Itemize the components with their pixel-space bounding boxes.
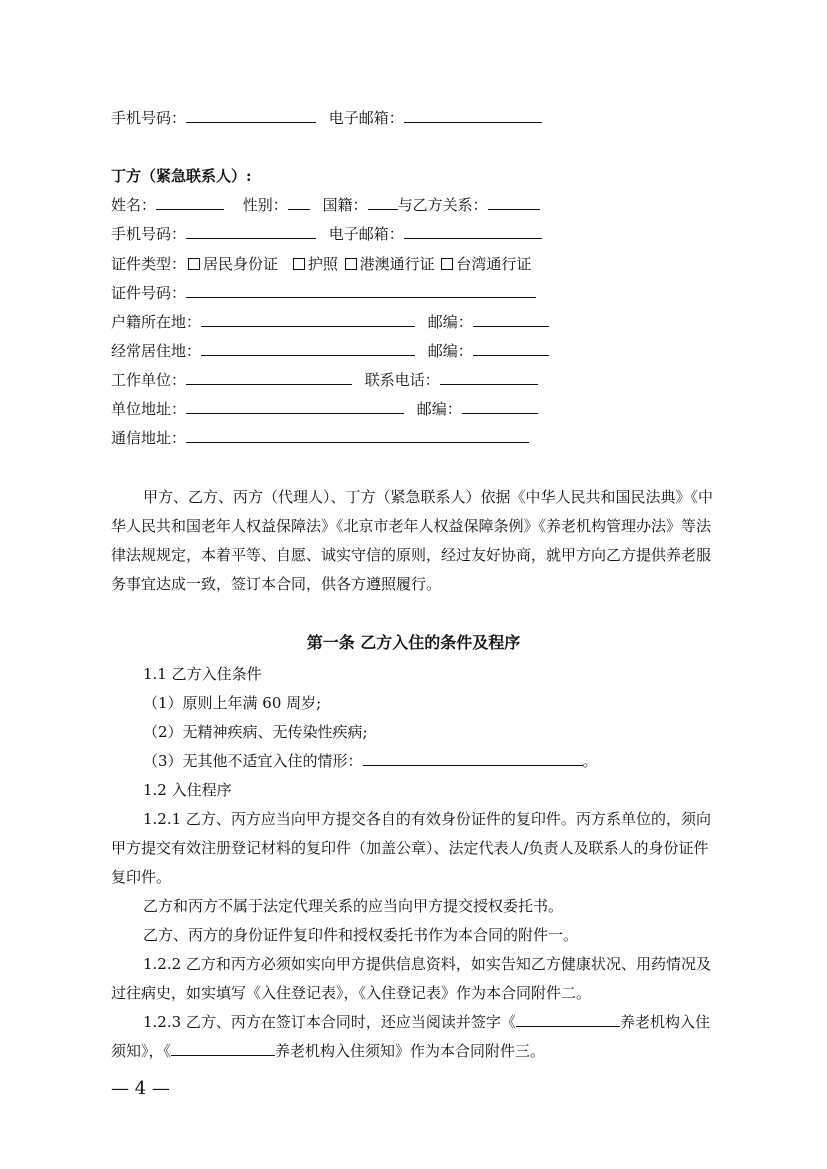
name-field[interactable]: [156, 195, 224, 210]
p121-line-1: 1.2.1 乙方、丙方应当向甲方提交各自的有效身份证件的复印件。丙方系单位的，须向: [143, 810, 711, 828]
unit-address-line: [111, 399, 538, 419]
hukou-line: [111, 312, 549, 332]
p123-text: 养老机构入住: [619, 1013, 710, 1031]
condition-3-end: 。: [582, 752, 598, 770]
intro-line-2: 华人民共和国老年人权益保障法》《北京市老年人权益保障条例》《养老机构管理办法》等法: [111, 517, 712, 535]
postcode-label: 邮编：: [427, 313, 473, 331]
residence-label: 经常居住地：: [111, 342, 202, 360]
party-d-heading: 丁方（紧急联系人）:: [111, 167, 252, 185]
d-phone-field[interactable]: [186, 224, 316, 239]
unit-address-field[interactable]: [186, 399, 404, 414]
party-d-contact-line: [111, 224, 542, 244]
p121-line-3: 复印件。: [111, 868, 172, 886]
article-title: 第一条 乙方入住的条件及程序: [306, 633, 521, 652]
email-field[interactable]: [404, 108, 542, 123]
phone-field[interactable]: [186, 108, 316, 123]
institution-name-field-1[interactable]: [516, 1012, 620, 1027]
mail-address-field[interactable]: [186, 428, 529, 443]
relation-field[interactable]: [488, 195, 540, 210]
id-option-label: 港澳通行证: [359, 255, 435, 273]
section-1-1: 1.1 乙方入住条件: [143, 665, 262, 683]
checkbox-hk-macau[interactable]: [345, 258, 357, 270]
phone-label: 手机号码：: [111, 109, 187, 127]
residence-field[interactable]: [201, 341, 415, 356]
p123-text: 养老机构入住须知》作为本合同附件三。: [275, 1042, 546, 1060]
checkbox-id-card[interactable]: [188, 258, 200, 270]
email-label: 电子邮箱：: [328, 109, 404, 127]
work-unit-field[interactable]: [186, 370, 352, 385]
section-1-2: 1.2 入住程序: [143, 781, 232, 799]
id-type-label: 证件类型：: [111, 255, 187, 273]
unit-address-label: 单位地址：: [111, 400, 187, 418]
nationality-label: 国籍：: [322, 196, 368, 214]
condition-1: （1）原则上年满 60 周岁;: [143, 694, 322, 712]
postcode-label: 邮编：: [427, 342, 473, 360]
hukou-postcode-field[interactable]: [473, 312, 549, 327]
p123-line-2: [111, 1041, 545, 1061]
id-number-line: [111, 283, 536, 303]
residence-line: [111, 341, 549, 361]
p121-line-2: 甲方提交有效注册登记材料的复印件（加盖公章）、法定代表人/负责人及联系人的身份证件: [111, 839, 709, 857]
intro-line-3: 律法规规定，本着平等、自愿、诚实守信的原则，经过友好协商，就甲方向乙方提供养老服: [111, 546, 712, 564]
auth-paragraph: 乙方和丙方不属于法定代理关系的应当向甲方提交授权委托书。: [143, 897, 564, 915]
contact-phone-field[interactable]: [440, 370, 538, 385]
p122-line-2: 过往病史，如实填写《入住登记表》，《入住登记表》作为本合同附件二。: [111, 984, 592, 1002]
party-d-name-line: [111, 195, 540, 215]
mail-address-line: [111, 428, 529, 448]
gender-field[interactable]: [288, 195, 310, 210]
checkbox-taiwan[interactable]: [441, 258, 453, 270]
top-contact-line: [111, 108, 542, 128]
p123-line-1: [143, 1012, 710, 1032]
work-unit-line: [111, 370, 538, 390]
p123-text: 1.2.3 乙方、丙方在签订本合同时，还应当阅读并签字《: [143, 1013, 516, 1031]
page-number: — 4 —: [111, 1078, 170, 1099]
gender-label: 性别：: [242, 196, 288, 214]
mail-address-label: 通信地址：: [111, 429, 187, 447]
contact-phone-label: 联系电话：: [364, 371, 440, 389]
intro-line-4: 务事宜达成一致，签订本合同，供各方遵照履行。: [111, 575, 442, 593]
condition-3: [143, 751, 598, 771]
other-conditions-field[interactable]: [363, 751, 583, 766]
id-number-label: 证件号码：: [111, 284, 187, 302]
postcode-label: 邮编：: [416, 400, 462, 418]
hukou-field[interactable]: [201, 312, 415, 327]
nationality-field[interactable]: [368, 195, 398, 210]
condition-3-label: （3）无其他不适宜入住的情形：: [143, 752, 363, 770]
id-option-label: 台湾通行证: [456, 255, 532, 273]
residence-postcode-field[interactable]: [473, 341, 549, 356]
id-number-field[interactable]: [186, 283, 536, 298]
d-email-label: 电子邮箱：: [328, 225, 404, 243]
id-option-label: 护照: [307, 255, 338, 273]
p123-text: 须知》，《: [111, 1042, 172, 1060]
id-option-label: 居民身份证: [203, 255, 279, 273]
d-email-field[interactable]: [404, 224, 542, 239]
condition-2: （2）无精神疾病、无传染性疾病;: [143, 723, 368, 741]
d-phone-label: 手机号码：: [111, 225, 187, 243]
annex1-paragraph: 乙方、丙方的身份证件复印件和授权委托书作为本合同的附件一。: [143, 926, 579, 944]
p122-line-1: 1.2.2 乙方和丙方必须如实向甲方提供信息资料，如实告知乙方健康状况、用药情况及: [143, 955, 711, 973]
intro-line-1: 甲方、乙方、丙方（代理人）、丁方（紧急联系人）依据《中华人民共和国民法典》《中: [143, 488, 714, 506]
relation-label: 与乙方关系：: [397, 196, 488, 214]
id-type-line: [111, 254, 531, 274]
hukou-label: 户籍所在地：: [111, 313, 202, 331]
unit-postcode-field[interactable]: [462, 399, 538, 414]
institution-name-field-2[interactable]: [171, 1041, 275, 1056]
name-label: 姓名：: [111, 196, 157, 214]
checkbox-passport[interactable]: [293, 258, 305, 270]
work-unit-label: 工作单位：: [111, 371, 187, 389]
